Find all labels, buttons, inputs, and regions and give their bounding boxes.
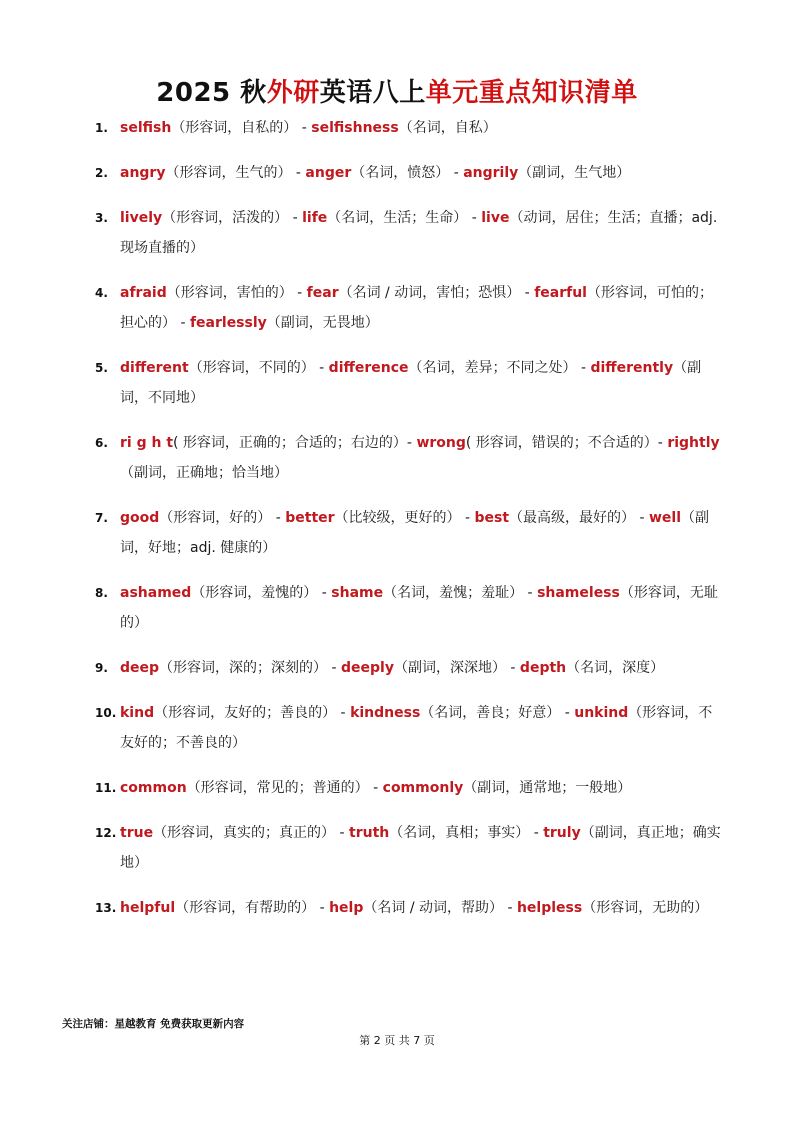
item-number: 7. <box>95 511 108 525</box>
item-text <box>120 158 725 188</box>
vocab-word: differently <box>590 360 674 376</box>
vocab-word: difference <box>328 360 409 376</box>
vocab-word: truly <box>543 825 581 841</box>
vocab-word: truth <box>349 825 390 841</box>
item-text <box>120 578 725 638</box>
vocab-definition: （名词，真相；事实） - <box>389 825 544 841</box>
vocab-word: good <box>120 510 160 526</box>
vocab-definition: （形容词，害怕的） - <box>166 285 307 301</box>
vocab-word: kindness <box>350 705 421 721</box>
vocab-definition: （副词，真正地；确实地） <box>120 825 721 871</box>
item-text <box>120 353 725 413</box>
item-text <box>120 278 725 338</box>
vocab-definition: （名词，善良；好意） - <box>420 705 575 721</box>
vocab-definition: （形容词，有帮助的） - <box>175 900 330 916</box>
item-number: 9. <box>95 661 108 675</box>
item-text <box>120 653 725 683</box>
list-item <box>95 818 725 878</box>
item-text <box>120 203 725 263</box>
vocab-word: helpless <box>516 900 583 916</box>
vocab-definition: （名词，差异；不同之处） - <box>408 360 591 376</box>
vocab-definition: （副词，生气地） <box>518 165 631 181</box>
vocab-word: live <box>481 210 510 226</box>
vocab-word: shame <box>331 585 384 601</box>
title-topic: 单元重点知识清单 <box>425 78 638 108</box>
list-item <box>95 773 725 803</box>
item-text <box>120 428 725 488</box>
vocab-word: best <box>474 510 510 526</box>
vocab-word: unkind <box>574 705 629 721</box>
title-publisher: 外研 <box>266 78 320 108</box>
vocab-word: fearlessly <box>189 315 267 331</box>
vocab-definition: （形容词，羞愧的） - <box>191 585 332 601</box>
item-number: 12. <box>95 826 117 840</box>
list-item <box>95 113 725 143</box>
list-item <box>95 698 725 758</box>
vocabulary-list <box>95 113 725 938</box>
vocab-definition: （副词，通常地；一般地） <box>463 780 632 796</box>
vocab-word: afraid <box>120 285 167 301</box>
vocab-definition: ( 形容词，错误的；不合适的）- <box>465 435 668 451</box>
vocab-definition: （名词 / 动词，帮助） - <box>363 900 517 916</box>
vocab-definition: （形容词，真实的；真正的） - <box>153 825 350 841</box>
vocab-word: fearful <box>534 285 587 301</box>
item-text <box>120 893 725 923</box>
vocab-word: helpful <box>120 900 176 916</box>
item-number: 5. <box>95 361 108 375</box>
vocab-definition: （形容词，不同的） - <box>188 360 329 376</box>
vocab-definition: （名词，羞愧；羞耻） - <box>383 585 538 601</box>
vocab-definition: （形容词，好的） - <box>159 510 286 526</box>
vocab-word: deeply <box>341 660 394 676</box>
vocab-definition: （形容词，无耻的） <box>120 585 718 631</box>
vocab-definition: （形容词，生气的） - <box>165 165 306 181</box>
item-number: 3. <box>95 211 108 225</box>
vocab-definition: （名词 / 动词，害怕；恐惧） - <box>338 285 535 301</box>
vocab-word: better <box>285 510 335 526</box>
title-year: 2025 秋 <box>156 78 267 108</box>
item-number: 4. <box>95 286 108 300</box>
vocab-word: commonly <box>382 780 464 796</box>
vocab-word: selfishness <box>311 120 399 136</box>
item-number: 6. <box>95 436 108 450</box>
vocab-definition: （副词，好地；adj. 健康的） <box>120 510 710 556</box>
vocab-definition: （副词，不同地） <box>120 360 702 406</box>
vocab-word: different <box>120 360 189 376</box>
vocab-definition: ( 形容词，正确的；合适的；右边的）- <box>173 435 417 451</box>
vocab-word: fear <box>306 285 339 301</box>
vocab-word: ri g h t <box>120 435 174 451</box>
vocab-word: wrong <box>416 435 466 451</box>
vocab-definition: （名词，愤怒） - <box>351 165 464 181</box>
page-number: 第 2 页 共 7 页 <box>359 1034 435 1047</box>
vocab-word: angrily <box>463 165 519 181</box>
vocab-word: angry <box>120 165 166 181</box>
list-item <box>95 158 725 188</box>
item-text <box>120 818 725 878</box>
item-number: 2. <box>95 166 108 180</box>
list-item <box>95 428 725 488</box>
item-text <box>120 698 725 758</box>
vocab-definition: （形容词，常见的；普通的） - <box>186 780 383 796</box>
vocab-definition: （副词，正确地；恰当地） <box>120 465 288 481</box>
vocab-definition: （形容词，可怕的；担心的） - <box>120 285 713 331</box>
list-item <box>95 278 725 338</box>
vocab-definition: （比较级，更好的） - <box>334 510 475 526</box>
vocab-word: deep <box>120 660 160 676</box>
item-number: 11. <box>95 781 117 795</box>
list-item <box>95 503 725 563</box>
vocab-word: ashamed <box>120 585 192 601</box>
vocab-word: rightly <box>667 435 720 451</box>
vocab-definition: （副词，无畏地） <box>266 315 379 331</box>
item-text <box>120 773 725 803</box>
list-item <box>95 203 725 263</box>
list-item <box>95 353 725 413</box>
vocab-definition: （形容词，深的；深刻的） - <box>159 660 341 676</box>
list-item <box>95 893 725 923</box>
vocab-definition: （形容词，无助的） <box>582 900 709 916</box>
vocab-definition: （副词，深深地） - <box>393 660 520 676</box>
vocab-definition: （动词，居住；生活；直播；adj. 现场直播的） <box>120 210 718 256</box>
list-item <box>95 578 725 638</box>
vocab-definition: （形容词，友好的；善良的） - <box>154 705 351 721</box>
vocab-definition: （形容词，自私的） - <box>171 120 312 136</box>
vocab-definition: （形容词，不友好的；不善良的） <box>120 705 713 751</box>
item-text <box>120 113 725 143</box>
vocab-definition: （名词，生活；生命） - <box>327 210 482 226</box>
vocab-word: true <box>120 825 154 841</box>
vocab-definition: （名词，深度） <box>566 660 665 676</box>
vocab-word: selfish <box>120 120 172 136</box>
vocab-word: help <box>329 900 364 916</box>
item-text <box>120 503 725 563</box>
vocab-word: depth <box>519 660 567 676</box>
vocab-definition: （最高级，最好的） - <box>509 510 649 526</box>
item-number: 8. <box>95 586 108 600</box>
vocab-word: kind <box>120 705 155 721</box>
page-title <box>0 72 794 109</box>
footer-shop-note: 关注店铺：星越教育 免费获取更新内容 <box>62 1018 245 1030</box>
item-number: 1. <box>95 121 108 135</box>
item-number: 13. <box>95 901 117 915</box>
list-item <box>95 653 725 683</box>
vocab-word: common <box>120 780 187 796</box>
item-number: 10. <box>95 706 117 720</box>
vocab-word: shameless <box>537 585 620 601</box>
vocab-definition: （名词，自私） <box>398 120 497 136</box>
title-subject: 英语八上 <box>319 78 426 108</box>
vocab-word: anger <box>305 165 352 181</box>
vocab-word: well <box>649 510 682 526</box>
vocab-word: lively <box>120 210 163 226</box>
vocab-definition: （形容词，活泼的） - <box>162 210 303 226</box>
vocab-word: life <box>302 210 328 226</box>
